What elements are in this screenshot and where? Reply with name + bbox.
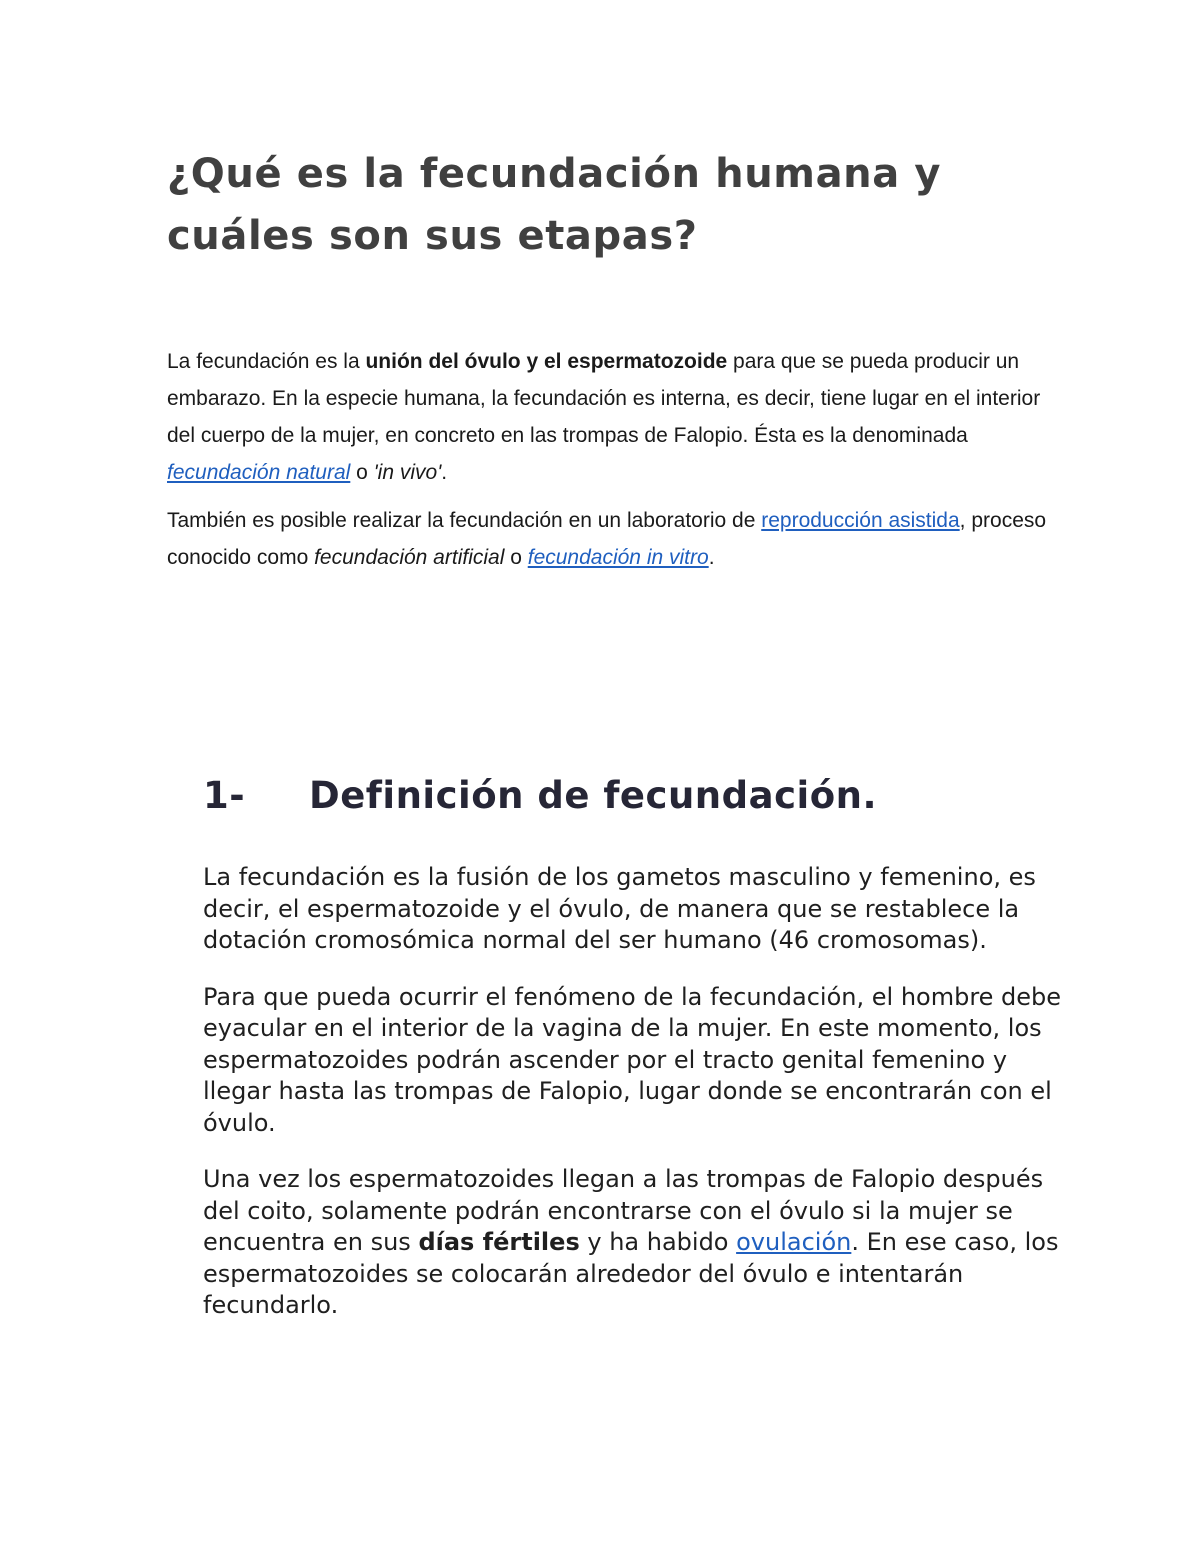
document-title: ¿Qué es la fecundación humana y cuáles son sus etapas? (167, 151, 942, 259)
text-run: o (504, 546, 528, 569)
text-run: . (441, 461, 448, 484)
text-run: o (350, 461, 374, 484)
text-run: También es posible realizar la fecundación en un laboratorio de (167, 509, 762, 532)
intro-paragraph-1 (167, 343, 1047, 491)
link-ovulacion[interactable]: ovulación (736, 1228, 852, 1256)
link-reproduccion-asistida[interactable]: reproducción asistida (761, 509, 960, 532)
bold-text: unión del óvulo y el espermatozoide (365, 350, 728, 373)
section-paragraph-2: Para que pueda ocurrir el fenómeno de la fecundación, el hombre debe eyacular en el interior de la vagina de la mujer. En este momento, los espermatozoides podrán ascender por el tracto genital femenino y llegar hasta las trompas de Falopio, lugar donde se encontrarán con el óvulo. (203, 982, 1062, 1137)
link-fecundacion-in-vitro[interactable]: fecundación in vitro (527, 546, 709, 569)
section-number: 1- (203, 774, 246, 817)
intro-paragraph-2 (167, 502, 1047, 576)
text-run: para que se pueda producir un embarazo. En la especie humana, la fecundación es interna, es decir, tiene lugar en el interior del cuerpo de la mujer, en concreto en las trompas de Falopio. Ésta es la denominada (167, 350, 1041, 447)
bold-text: días fértiles (418, 1228, 580, 1256)
section-paragraph-1: La fecundación es la fusión de los gametos masculino y femenino, es decir, el espermatozoide y el óvulo, de manera que se restablece la dotación cromosómica normal del ser humano (46 cromosomas). (203, 863, 1036, 954)
text-run: Una vez los espermatozoides llegan a las trompas de Falopio después del coito, solamente podrán encontrarse con el óvulo si la mujer se encuentra en sus (203, 1165, 1044, 1256)
italic-text: fecundación artificial (314, 546, 505, 569)
text-run: . En ese caso, los espermatozoides se colocarán alrededor del óvulo e intentarán fecundarlo. (203, 1228, 1059, 1319)
section-1 (203, 768, 1063, 1347)
text-run: y ha habido (579, 1228, 737, 1256)
text-run: . (708, 546, 715, 569)
italic-text: 'in vivo' (373, 461, 442, 484)
text-run: La fecundación es la (167, 350, 366, 373)
section-heading-text: Definición de fecundación. (309, 774, 878, 817)
text-run: , proceso conocido como (167, 509, 1047, 569)
intro-section (167, 343, 1047, 587)
section-paragraph-3 (203, 1164, 1063, 1322)
section-heading (203, 768, 1063, 824)
link-fecundacion-natural[interactable]: fecundación natural (167, 461, 351, 484)
